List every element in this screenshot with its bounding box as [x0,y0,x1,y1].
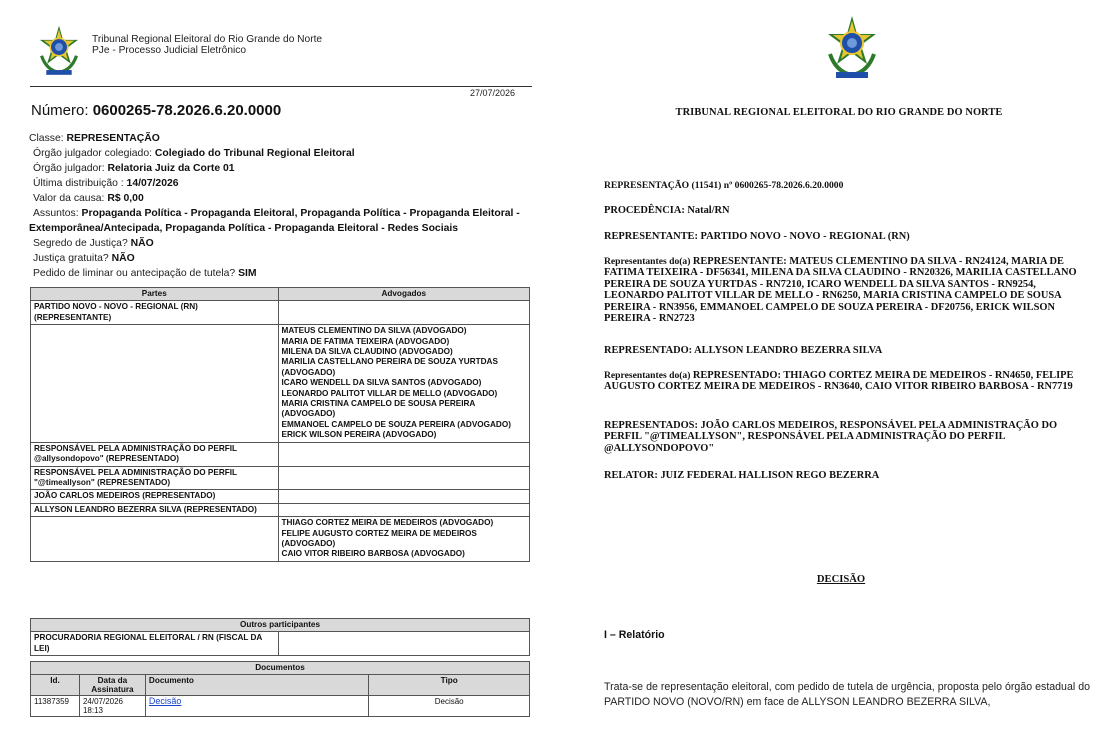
court-name: Tribunal Regional Eleitoral do Rio Grande do Norte [92,34,323,45]
liminar-line [31,266,536,281]
liminar-label: Pedido de liminar ou antecipação de tutela? [33,268,239,279]
docs-col-id: Id. [31,675,80,696]
parties-table [30,287,530,562]
parties-header-row [31,288,530,301]
case-metadata [31,131,536,281]
party-cell: PARTIDO NOVO - NOVO - REGIONAL (RN) (REPRESENTANTE) [31,301,279,325]
segredo-value: NÃO [130,238,154,249]
orgao-line [31,161,536,176]
outros-header: Outros participantes [31,619,530,632]
classe-value: REPRESENTAÇÃO [66,133,160,144]
representados-block: REPRESENTADOS: JOÃO CARLOS MEDEIROS, RESPONSÁVEL PELA ADMINISTRAÇÃO DO PERFIL "@TIMEALLYSON", RESPONSÁVEL PELA ADMINISTRAÇÃO DO PERFIL @ALLYSONDOPOVO" [604,420,1058,454]
distribuicao-line [31,176,536,191]
classe-line [29,131,536,146]
orgao-label: Órgão julgador: [33,163,108,174]
header-divider [30,86,532,87]
document-row [31,696,530,717]
segredo-label: Segredo de Justiça? [33,238,131,249]
party-cell [31,517,279,562]
docs-header-row [31,675,530,696]
lawyers-cell [278,442,529,466]
party-cell: RESPONSÁVEL PELA ADMINISTRAÇÃO DO PERFIL @allysondopovo" (REPRESENTADO) [31,442,279,466]
coat-of-arms-icon [35,24,83,78]
lawyers-cell [278,466,529,490]
parties-row [31,466,530,490]
outros-row [31,632,530,656]
distribuicao-label: Última distribuição : [33,178,127,189]
docs-col-date: Data da Assinatura [79,675,145,696]
docs-col-type: Tipo [369,675,530,696]
valor-label: Valor da causa: [33,193,108,204]
assuntos-value-2: Extemporânea/Antecipada, Propaganda Política - Propaganda Eleitoral - Redes Sociais [29,223,459,234]
court-title: TRIBUNAL REGIONAL ELEITORAL DO RIO GRANDE DO NORTE [675,107,1003,118]
representantes2-prefix: Representantes do(a) [604,370,693,381]
representantes2-block [604,370,1088,393]
case-number-value: 0600265-78.2026.6.20.0000 [92,102,282,119]
representantes2-text: REPRESENTADO: THIAGO CORTEZ MEIRA DE MEDEIROS - RN4650, FELIPE AUGUSTO CORTEZ MEIRA DE MEDEIROS - RN3640, CAIO VITOR RIBEIRO BARBOSA - RN7719 [604,370,1074,393]
relatorio-heading: I – Relatório [604,629,665,641]
parties-row [31,503,530,516]
case-cover-page [0,0,545,742]
document-header [92,34,322,56]
gratuita-line [31,251,536,266]
segredo-line [31,236,536,251]
other-participants-table [30,618,530,656]
docs-col-document: Documento [145,675,368,696]
relator-line: RELATOR: JUIZ FEDERAL HALLISON REGO BEZERRA [604,470,880,481]
valor-value: R$ 0,00 [107,193,144,204]
decision-page [560,0,1118,742]
outros-party-cell: PROCURADORIA REGIONAL ELEITORAL / RN (FISCAL DA LEI) [31,632,279,656]
gratuita-value: NÃO [111,253,135,264]
case-number-label: Número: [31,102,93,119]
docs-title: Documentos [31,662,530,675]
party-cell: ALLYSON LEANDRO BEZERRA SILVA (REPRESENTADO) [31,503,279,516]
doc-type-cell: Decisão [369,696,530,717]
relatorio-paragraph: Trata-se de representação eleitoral, com pedido de tutela de urgência, proposta pelo órgão estadual do PARTIDO NOVO (NOVO/RN) em face de ALLYSON LEANDRO BEZERRA SILVA, [604,681,1090,708]
lawyers-cell: THIAGO CORTEZ MEIRA DE MEDEIROS (ADVOGADO) FELIPE AUGUSTO CORTEZ MEIRA DE MEDEIROS (ADVOGADO) CAIO VITOR RIBEIRO BARBOSA (ADVOGADO) [278,517,529,562]
representado-line: REPRESENTADO: ALLYSON LEANDRO BEZERRA SILVA [604,345,883,356]
liminar-value: SIM [238,268,257,279]
party-cell [31,325,279,442]
coat-of-arms-icon [822,14,882,82]
representacao-line [604,180,1088,191]
parties-row [31,442,530,466]
gratuita-label: Justiça gratuita? [33,253,112,264]
assuntos-line [31,206,536,221]
representante-line: REPRESENTANTE: PARTIDO NOVO - NOVO - REGIONAL (RN) [604,231,910,242]
parties-body [31,301,530,561]
document-link[interactable]: Decisão [148,696,182,707]
party-cell: RESPONSÁVEL PELA ADMINISTRAÇÃO DO PERFIL "@timeallyson" (REPRESENTADO) [31,466,279,490]
generation-date: 27/07/2026 [470,88,516,98]
lawyers-cell [278,490,529,503]
parties-row [31,325,530,442]
parties-row [31,517,530,562]
orgao-value: Relatoria Juiz da Corte 01 [107,163,235,174]
doc-date-cell: 24/07/2026 18:13 [79,696,145,717]
docs-body [31,696,530,717]
parties-row [31,301,530,325]
docs-title-row [31,662,530,675]
party-cell: JOÃO CARLOS MEDEIROS (REPRESENTADO) [31,490,279,503]
outros-other-cell [278,632,529,656]
procedencia-line: PROCEDÊNCIA: Natal/RN [604,205,730,216]
case-number [31,102,281,119]
assuntos-value-1: Propaganda Política - Propaganda Eleitoral, Propaganda Política - Propaganda Eleitoral - [81,208,520,219]
lawyers-cell [278,301,529,325]
doc-id-cell: 11387359 [31,696,80,717]
orgao-colegiado-value: Colegiado do Tribunal Regional Eleitoral [154,148,355,159]
valor-line [31,191,536,206]
system-name: PJe - Processo Judicial Eletrônico [92,45,247,56]
documents-table [30,661,530,717]
parties-row [31,490,530,503]
lawyers-col-header: Advogados [278,288,529,301]
orgao-colegiado-label: Órgão julgador colegiado: [33,148,155,159]
representacao-text: REPRESENTAÇÃO (11541) nº 0600265-78.2026.6.20.0000 [604,180,844,191]
representantes-text: REPRESENTANTE: MATEUS CLEMENTINO DA SILVA - RN24124, MARIA DE FATIMA TEIXEIRA - DF56341, MILENA DA SILVA CLAUDINO - RN20326, MARILIA CASTELLANO PEREIRA DE SOUZA YURTDAS - RN7210, ICARO WENDELL DA SILVA SANTOS - RN9254, LEONARDO PALITOT VILLAR DE MELLO - RN6250, MARIA CRISTINA CAMPELO DE SOUSA PEREIRA - RN3956, EMMANOEL CAMPELO DE SOUZA PEREIRA - DF20756, ERICK WILSON PEREIRA - RN2723 [604,256,1077,325]
orgao-colegiado-line [31,146,536,161]
outros-body [31,632,530,656]
outros-header-row [31,619,530,632]
representantes-block [604,256,1088,324]
classe-label: Classe: [29,133,67,144]
lawyers-cell: MATEUS CLEMENTINO DA SILVA (ADVOGADO) MARIA DE FATIMA TEIXEIRA (ADVOGADO) MILENA DA SILVA CLAUDINO (ADVOGADO) MARILIA CASTELLANO PEREIRA DE SOUZA YURTDAS (ADVOGADO) ICARO WENDELL DA SILVA SANTOS (ADVOGADO) LEONARDO PALITOT VILLAR DE MELLO (ADVOGADO) MARIA CRISTINA CAMPELO DE SOUSA PEREIRA (ADVOGADO) EMMANOEL CAMPELO DE SOUZA PEREIRA (ADVOGADO) ERICK WILSON PEREIRA (ADVOGADO) [278,325,529,442]
assuntos-line-2 [29,221,536,236]
assuntos-label: Assuntos: [33,208,82,219]
lawyers-cell [278,503,529,516]
decision-heading: DECISÃO [816,574,866,585]
doc-name-cell [145,696,368,717]
distribuicao-value: 14/07/2026 [126,178,179,189]
representantes-prefix: Representantes do(a) [604,256,693,267]
parties-col-header: Partes [31,288,279,301]
